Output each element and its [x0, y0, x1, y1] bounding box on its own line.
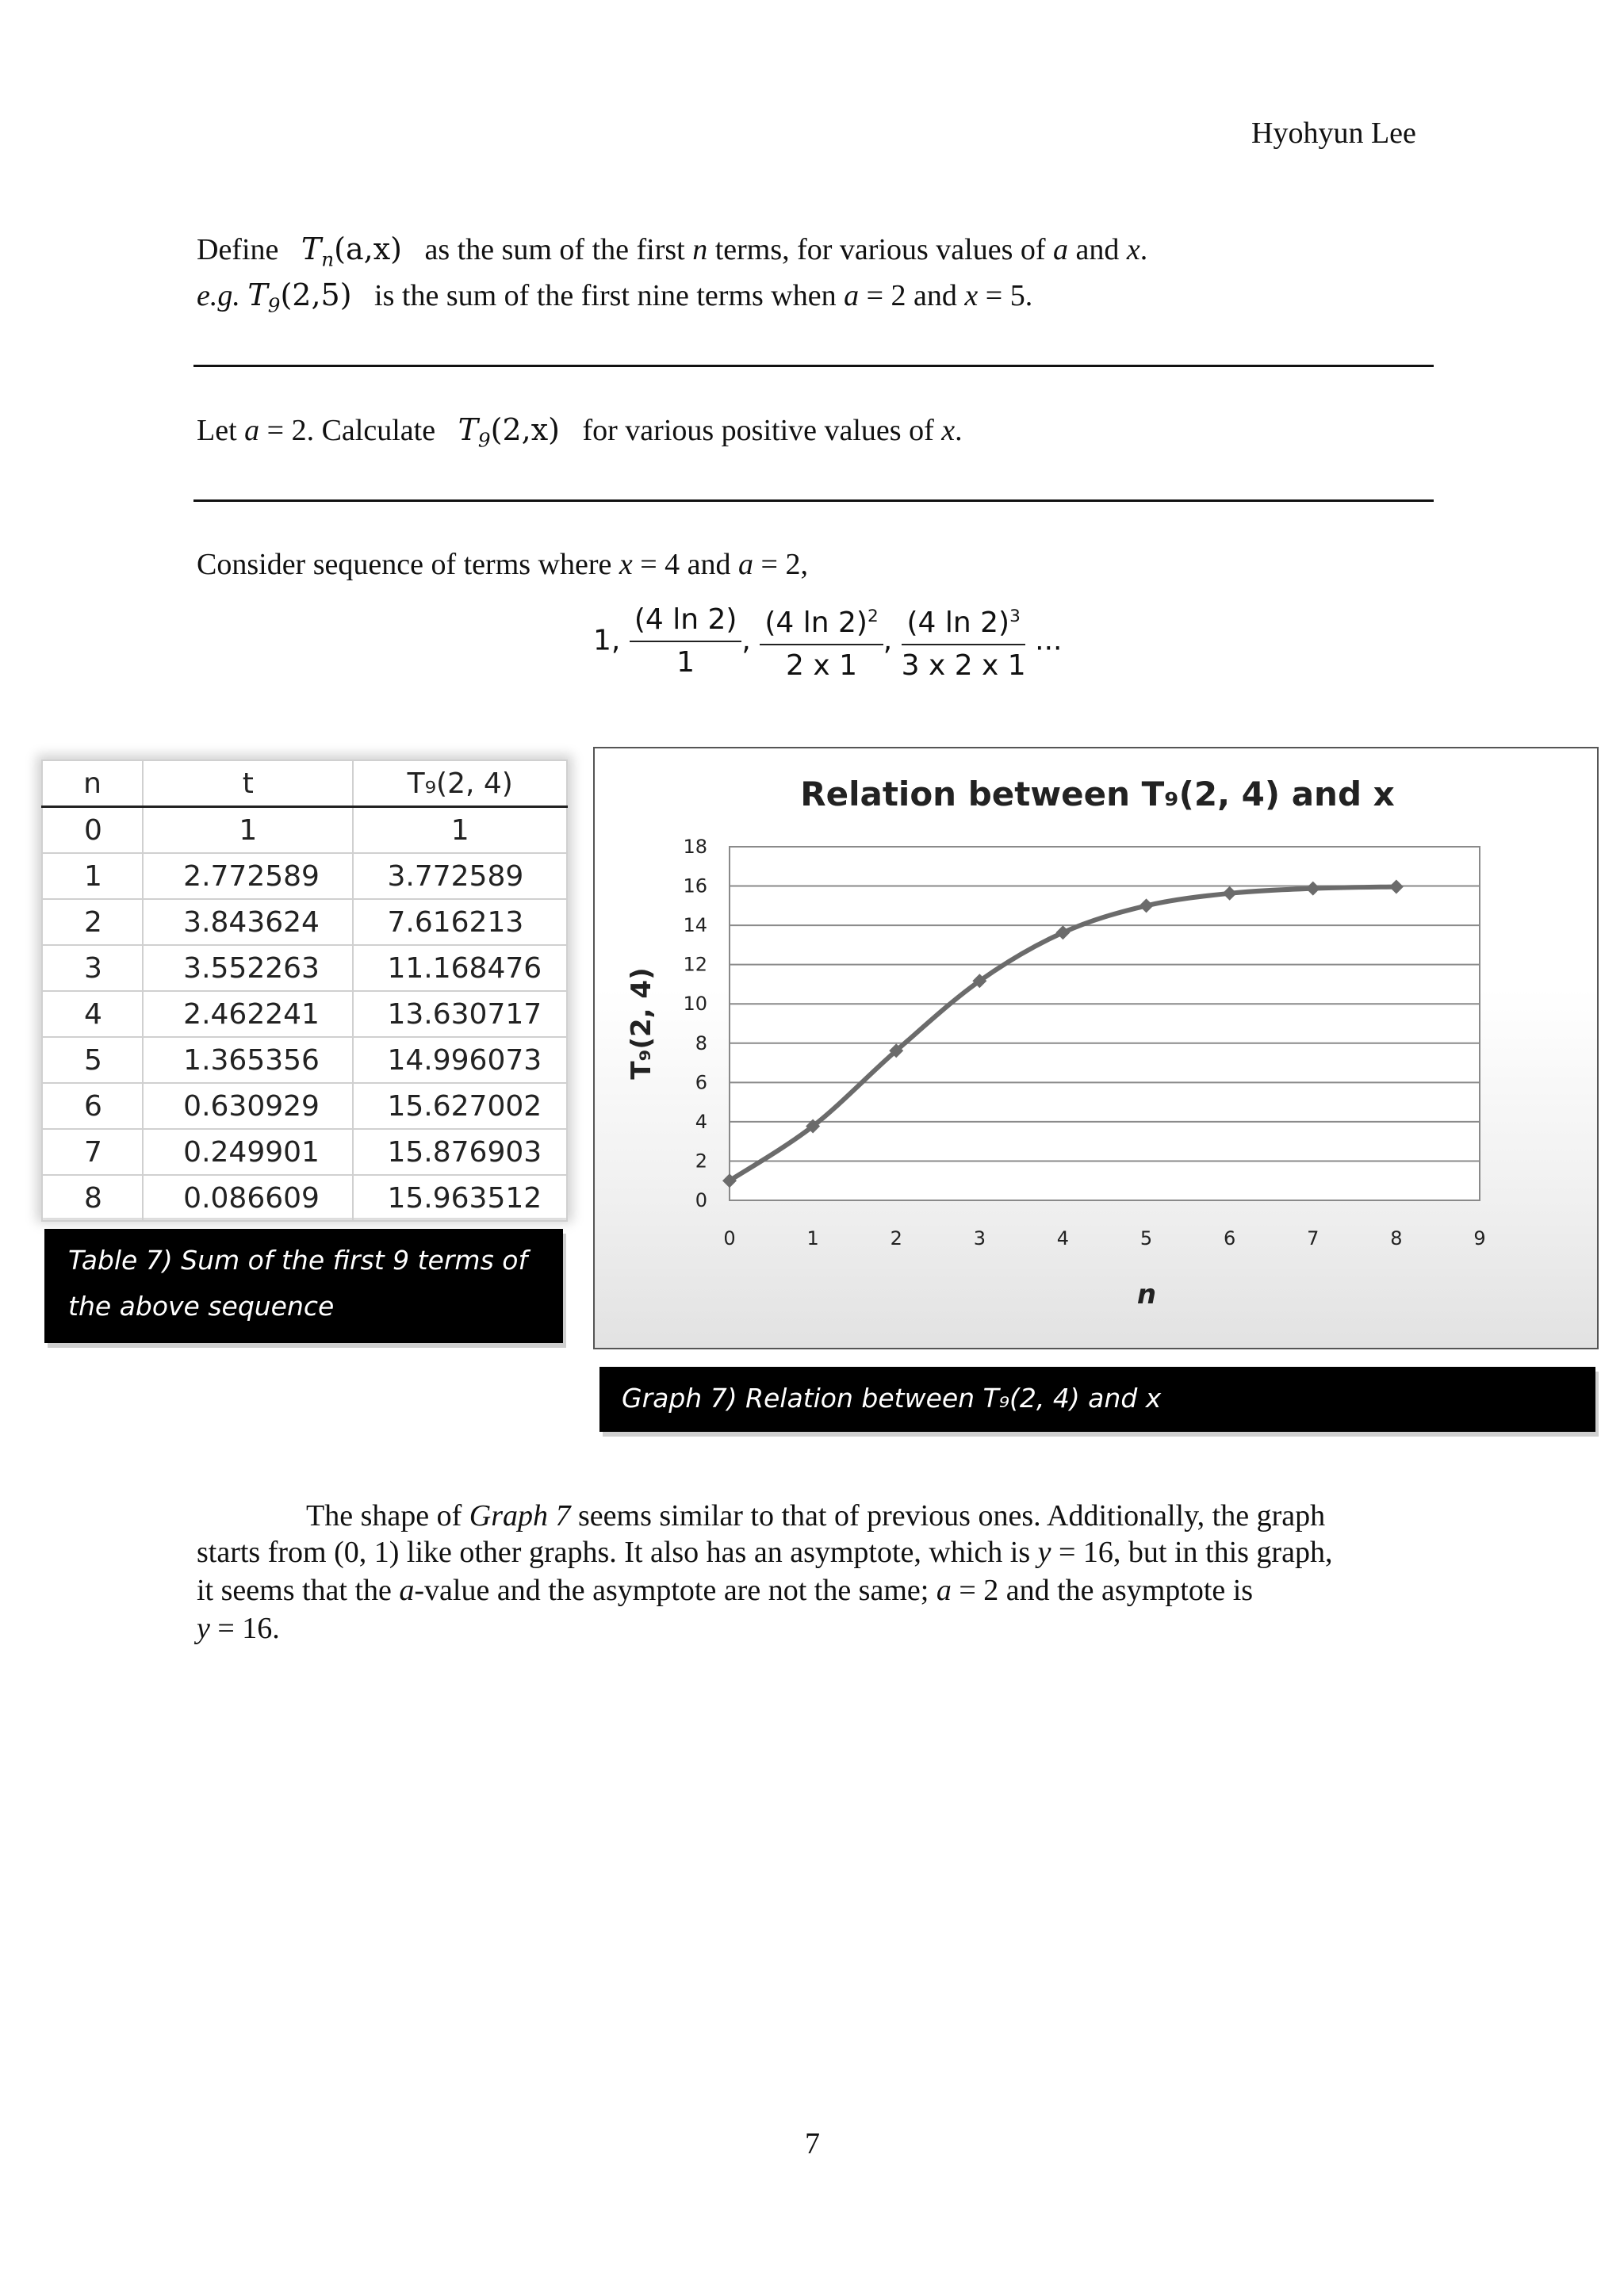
table-row [42, 853, 567, 899]
table-header-row [42, 760, 567, 807]
y-tick-label: 18 [683, 836, 707, 858]
text: terms, for various values of [714, 233, 1046, 266]
page-number: 7 [805, 2127, 820, 2160]
eg-label: e.g. [197, 279, 240, 312]
divider-line [193, 365, 1434, 367]
conclusion-line-3: it seems that the a-value and the asymptote are not the same; a = 2 and the asymptote is [197, 1574, 1254, 1607]
chart-panel [593, 747, 1599, 1349]
x-tick-label: 9 [1473, 1227, 1486, 1249]
text: and [1075, 233, 1120, 266]
seq-ellipsis: ... [1035, 624, 1063, 657]
var-a: a [244, 414, 260, 447]
seq-term-3: $\frac{(4 \ln 2)^3}{3 x 2 x 1}$ [902, 599, 1026, 682]
cell-n: 5 [42, 1037, 143, 1083]
cell-sum: 7.616213 [353, 899, 567, 945]
cell-sum: 15.963512 [353, 1175, 567, 1221]
cell-sum: 11.168476 [353, 945, 567, 991]
table-row [42, 899, 567, 945]
x-tick-label: 3 [973, 1227, 986, 1249]
y-tick-label: 12 [683, 953, 707, 976]
cell-t: 2.462241 [143, 991, 353, 1037]
y-tick-label: 6 [695, 1071, 707, 1094]
text: Define [197, 233, 279, 266]
cell-n: 1 [42, 853, 143, 899]
var-x: x [964, 279, 979, 312]
text: is the sum of the first nine terms when [374, 279, 837, 312]
text: = 2. Calculate [266, 414, 436, 447]
var-a: a [844, 279, 860, 312]
text: as the sum of the first [424, 233, 685, 266]
seq-term-2: $\frac{(4 \ln 2)^2}{2 x 1}$ [760, 599, 883, 682]
conclusion-line-4: y = 16. [197, 1612, 280, 1645]
data-table-panel [41, 760, 568, 1218]
table-row [42, 1083, 567, 1129]
y-tick-label: 4 [695, 1110, 707, 1133]
cell-t: 3.843624 [143, 899, 353, 945]
var-n: n [692, 233, 708, 266]
text: = 2 and [866, 279, 957, 312]
table-row [42, 1037, 567, 1083]
graph-caption-text: Graph 7) Relation between T₉(2, 4) and x [622, 1383, 1162, 1414]
cell-n: 4 [42, 991, 143, 1037]
y-tick-label: 10 [683, 993, 707, 1016]
data-table [41, 760, 568, 1222]
col-header-sum: T₉(2, 4) [353, 760, 567, 807]
cell-n: 6 [42, 1083, 143, 1129]
table-caption-line-1: Table 7) Sum of the first 9 terms of [68, 1245, 528, 1276]
example-line [197, 276, 1032, 325]
x-tick-label: 8 [1390, 1227, 1403, 1249]
x-tick-label: 5 [1139, 1227, 1153, 1249]
cell-t: 1 [143, 807, 353, 854]
x-tick-label: 2 [890, 1227, 902, 1249]
table-row [42, 991, 567, 1037]
cell-sum: 3.772589 [353, 853, 567, 899]
y-axis-label: T₉(2, 4) [626, 967, 657, 1080]
y-tick-label: 14 [683, 914, 707, 937]
table-row [42, 945, 567, 991]
cell-n: 8 [42, 1175, 143, 1221]
x-tick-label: 4 [1056, 1227, 1070, 1249]
cell-n: 2 [42, 899, 143, 945]
x-axis-label: n [1136, 1279, 1157, 1311]
definition-line: Define $T_n(a,x)$ as the sum of the first n terms, for various values of a and x. [197, 232, 1148, 271]
cell-sum: 15.627002 [353, 1083, 567, 1129]
cell-t: 0.630929 [143, 1083, 353, 1129]
seq-first-term: 1, [593, 624, 621, 657]
conclusion-line-2: starts from (0, 1) like other graphs. It also has an asymptote, which is y = 16, but in this graph, [197, 1536, 1333, 1569]
x-tick-label: 7 [1307, 1227, 1320, 1249]
math-T9-2-5: $T_9(2,5)$ [247, 277, 352, 317]
cell-n: 7 [42, 1129, 143, 1175]
table-caption [44, 1229, 563, 1343]
var-x: x [619, 548, 633, 581]
text: = 4 and [640, 548, 731, 581]
table-row [42, 1129, 567, 1175]
text: for various positive values of [582, 414, 934, 447]
cell-sum: 1 [353, 807, 567, 854]
var-a: a [738, 548, 754, 581]
plot-area [730, 847, 1480, 1200]
math-Tn: $T_n(a,x)$ [301, 232, 402, 271]
x-tick-label: 0 [723, 1227, 736, 1249]
sequence-formula: 1, $\frac{(4 \ln 2)}{1}$ , $\frac{(4 \ln 2)^2}{2 x 1}$ , $\frac{(4 \ln 2)^3}{3 x 2 x 1}$ ... [593, 599, 1063, 682]
task-line: Let a = 2. Calculate $T_9(2,x)$ for various positive values of x. [197, 412, 963, 452]
text: = 5. [985, 279, 1033, 312]
cell-t: 2.772589 [143, 853, 353, 899]
cell-t: 0.249901 [143, 1129, 353, 1175]
cell-sum: 15.876903 [353, 1129, 567, 1175]
col-header-n: n [42, 760, 143, 807]
graph-caption [599, 1367, 1595, 1432]
cell-t: 1.365356 [143, 1037, 353, 1083]
cell-sum: 14.996073 [353, 1037, 567, 1083]
x-tick-label: 1 [806, 1227, 819, 1249]
table-row [42, 1175, 567, 1221]
seq-term-1: $\frac{(4 \ln 2)}{1}$ [630, 603, 742, 679]
y-tick-label: 2 [695, 1150, 707, 1173]
x-tick-label: 6 [1224, 1227, 1236, 1249]
table-caption-line-2: the above sequence [68, 1291, 335, 1322]
chart-title: Relation between T₉(2, 4) and x [800, 775, 1395, 813]
divider-line [193, 499, 1434, 502]
math-T9-2-x: $T_9(2,x)$ [458, 412, 560, 452]
sequence-intro [197, 545, 808, 584]
cell-sum: 13.630717 [353, 991, 567, 1037]
author-name: Hyohyun Lee [1251, 117, 1416, 150]
cell-t: 3.552263 [143, 945, 353, 991]
text: = 2, [760, 548, 808, 581]
graph-ref: Graph 7 [469, 1499, 571, 1533]
text: Consider sequence of terms where [197, 548, 612, 581]
y-tick-label: 16 [683, 874, 707, 897]
var-x: x [941, 414, 956, 447]
text: Let [197, 414, 237, 447]
cell-t: 0.086609 [143, 1175, 353, 1221]
table-row [42, 807, 567, 854]
conclusion-line-1: The shape of Graph 7 seems similar to that of previous ones. Additionally, the graph [306, 1499, 1326, 1533]
cell-n: 0 [42, 807, 143, 854]
var-x: x [1126, 233, 1140, 266]
line-chart [595, 748, 1597, 1348]
cell-n: 3 [42, 945, 143, 991]
y-tick-label: 0 [695, 1189, 707, 1211]
col-header-t: t [143, 760, 353, 807]
var-a: a [1053, 233, 1069, 266]
y-tick-label: 8 [695, 1031, 707, 1054]
